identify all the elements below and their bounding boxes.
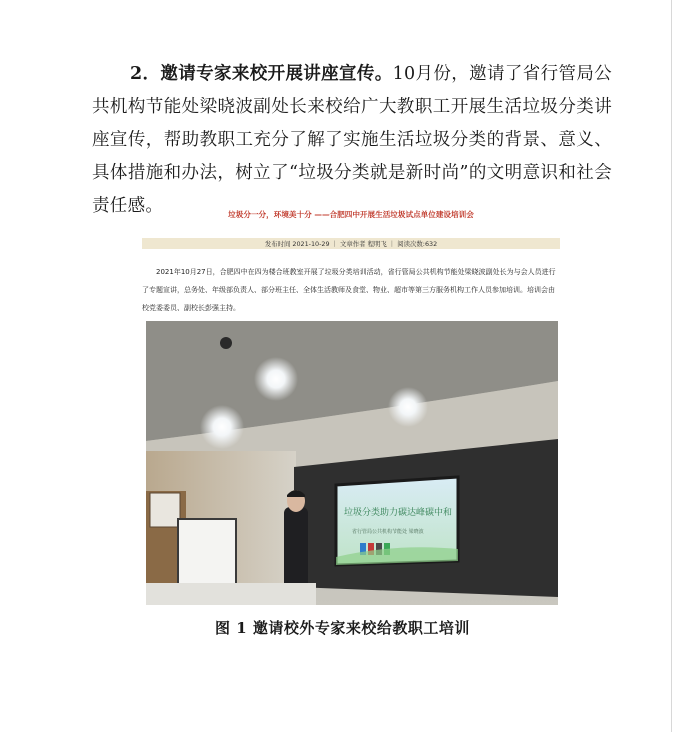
paragraph-body: 10月份，邀请了省行管局公共机构节能处梁晓波副处长来校给广大教职工开展生活垃圾分类讲座宣传，帮助教职工充分了解了实施生活垃圾分类的背景、意义、具体措施和办法，树立了“垃圾分类就是新时尚”的文明意识和社会责任感。 <box>92 64 612 216</box>
embedded-article <box>142 206 560 328</box>
training-photo <box>146 321 558 605</box>
article-meta: 发布时间 2021-10-29 ｜ 文章作者 程明飞 ｜ 阅读次数:632 <box>264 240 438 248</box>
figure-caption: 图 1 邀请校外专家来校给教职工培训 <box>215 619 470 637</box>
body-paragraph <box>92 58 612 223</box>
screen-subtitle: 省行管局公共机构节能处 梁晓波 <box>352 529 424 535</box>
article-title: 垃圾分一分，环境美十分 ——合肥四中开展生活垃圾试点单位建设培训会 <box>228 210 474 219</box>
photo-scene <box>146 321 558 605</box>
screen-title: 垃圾分类助力碳达峰碳中和 <box>344 508 453 518</box>
paragraph-lead: 2．邀请专家来校开展讲座宣传。 <box>130 64 393 84</box>
article-body <box>142 263 560 317</box>
article-body-text: 2021年10月27日，合肥四中在四为楼合班教室开展了垃圾分类培训活动，省行管局公共机构节能处梁晓波副处长为与会人员进行了专题宣讲，总务处、年级部负责人、部分班主任、全体生活教师及食堂、物业、超市等第三方服务机构工作人员参加培训。培训会由校党委委员、副校长彭强主持。 <box>142 268 556 312</box>
